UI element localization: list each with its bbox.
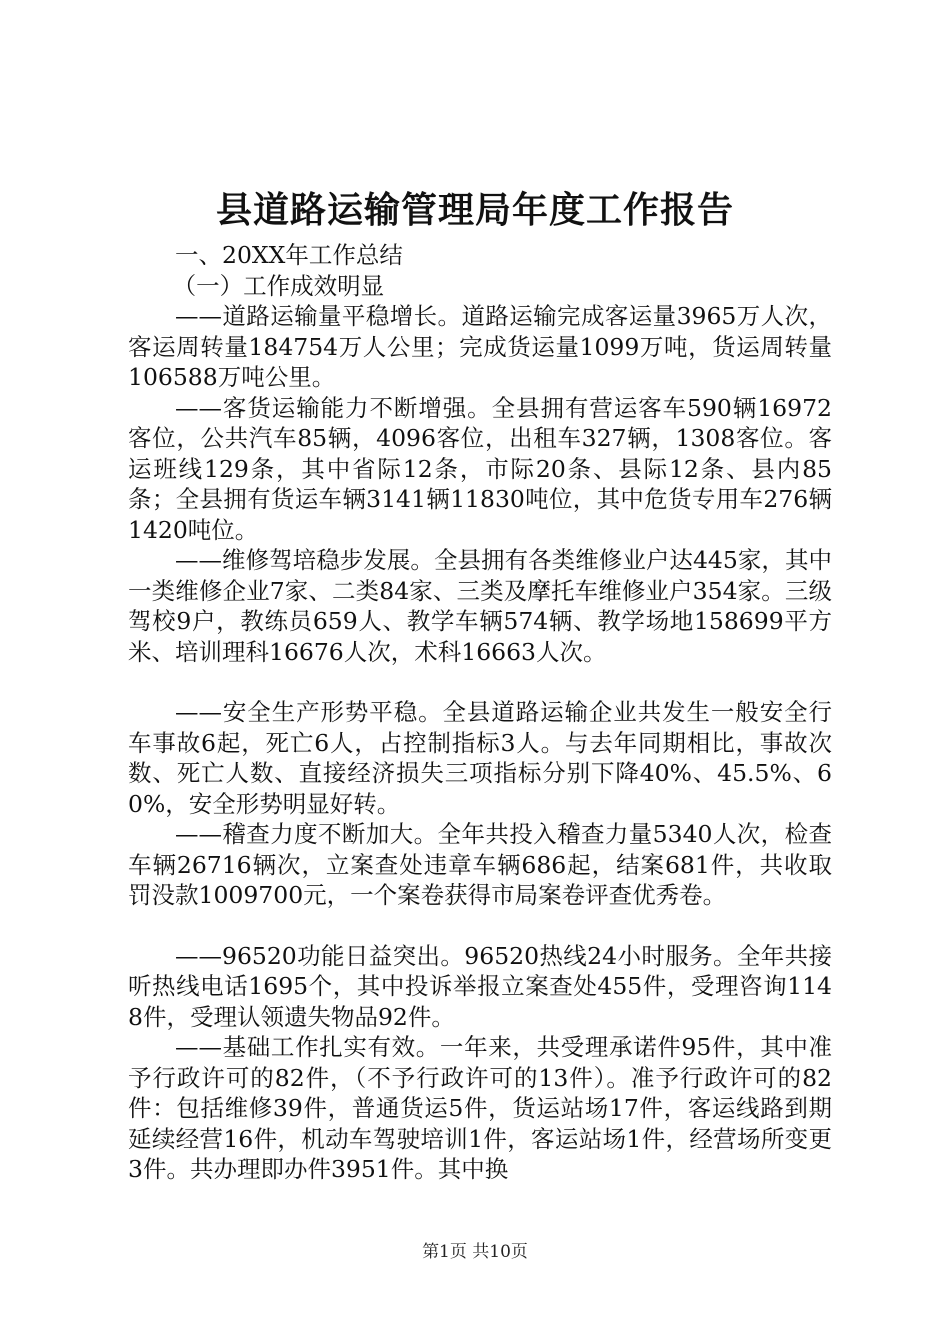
paragraph-basic-work: ——基础工作扎实有效。一年来，共受理承诺件95件，其中准予行政许可的82件，（不予行政许可的13件）。准予行政许可的82件：包括维修39件，普通货运5件，货运站场17件，客运线路到期延续经营16件，机动车驾驶培训1件，客运站场1件，经营场所变更3件。共办理即办件3951件。其中换 bbox=[128, 1033, 832, 1183]
paragraph-transport-capacity: ——客货运输能力不断增强。全县拥有营运客车590辆16972客位，公共汽车85辆，4096客位，出租车327辆，1308客位。客运班线129条，其中省际12条，市际20条、县际12条、县内85条；全县拥有货运车辆3141辆11830吨位，其中危货专用车276辆1420吨位。 bbox=[128, 393, 832, 544]
paragraph-inspection: ——稽查力度不断加大。全年共投入稽查力量5340人次，检查车辆26716辆次，立案查处违章车辆686起，结案681件，共收取罚没款1009700元，一个案卷获得市局案卷评查优秀卷。 bbox=[128, 820, 832, 909]
paragraph-repair-training: ——维修驾培稳步发展。全县拥有各类维修业户达445家，其中一类维修企业7家、二类84家、三类及摩托车维修业户354家。三级驾校9户，教练员659人、教学车辆574辆、教学场地158699平方米、培训理科16676人次，术科16663人次。 bbox=[128, 546, 832, 666]
paragraph-safety: ——安全生产形势平稳。全县道路运输企业共发生一般安全行车事故6起，死亡6人，占控制指标3人。与去年同期相比，事故次数、死亡人数、直接经济损失三项指标分别下降40%、45.5%、60%，安全形势明显好转。 bbox=[128, 698, 832, 818]
subsection-heading: （一）工作成效明显 bbox=[172, 271, 385, 300]
document-title: 县道路运输管理局年度工作报告 bbox=[215, 189, 734, 231]
page-footer: 第1页 共10页 bbox=[422, 1242, 528, 1262]
paragraph-hotline: ——96520功能日益突出。96520热线24小时服务。全年共接听热线电话1695个，其中投诉举报立案查处455件，受理咨询1148件，受理认领遗失物品92件。 bbox=[128, 941, 832, 1031]
section-heading: 一、20XX年工作总结 bbox=[175, 241, 403, 269]
document-body bbox=[128, 240, 832, 1185]
paragraph-transport-volume: ——道路运输量平稳增长。道路运输完成客运量3965万人次，客运周转量184754万人公里；完成货运量1099万吨，货运周转量106588万吨公里。 bbox=[128, 302, 832, 391]
